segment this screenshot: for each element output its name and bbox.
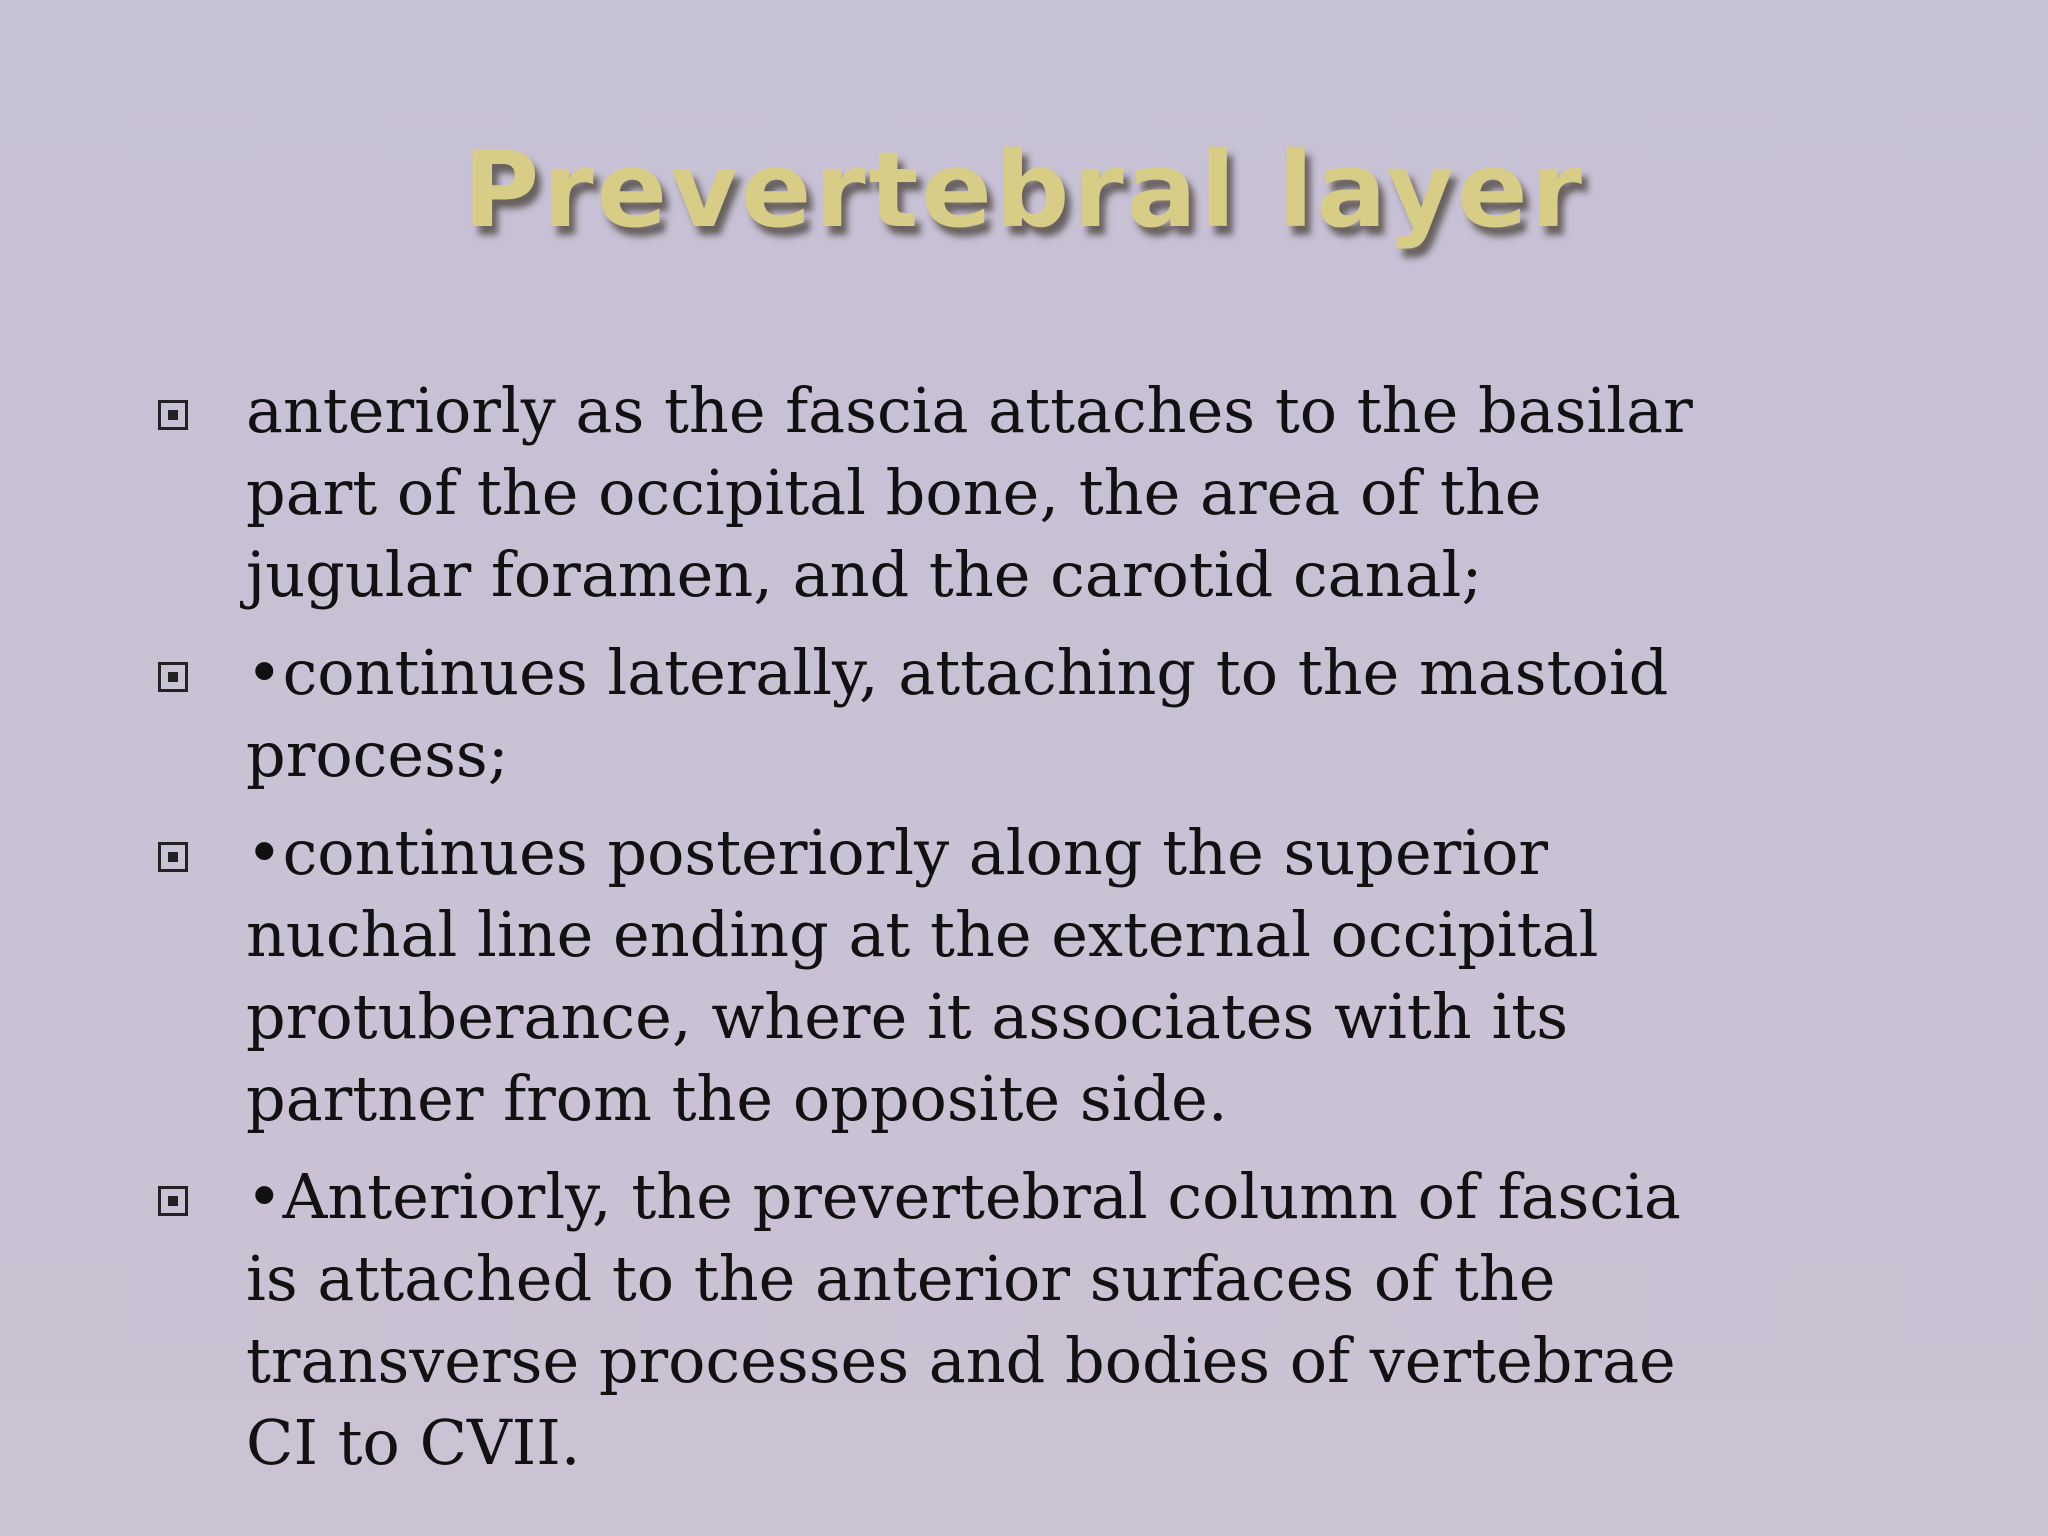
list-item xyxy=(0,632,1720,796)
square-bullet-icon xyxy=(158,842,188,872)
bullet-text: •continues laterally, attaching to the mastoid process; xyxy=(246,636,1669,791)
square-bullet-icon xyxy=(158,400,188,430)
list-item xyxy=(0,1156,1720,1484)
list-item xyxy=(0,370,1720,616)
square-bullet-icon xyxy=(158,1186,188,1216)
bullet-text: anteriorly as the fascia attaches to the basilar part of the occipital bone, the area of the jugular foramen, and the carotid canal; xyxy=(246,374,1693,611)
slide-title: Prevertebral layer xyxy=(463,129,1585,251)
square-bullet-icon xyxy=(158,662,188,692)
bullet-list xyxy=(0,370,2048,1500)
bullet-text: •Anteriorly, the prevertebral column of fascia is attached to the anterior surfaces of the transverse processes and bodies of vertebrae CI to CVII. xyxy=(246,1160,1681,1479)
bullet-text: •continues posteriorly along the superior nuchal line ending at the external occipital protuberance, where it associates with its partner from the opposite side. xyxy=(246,816,1599,1135)
list-item xyxy=(0,812,1720,1140)
